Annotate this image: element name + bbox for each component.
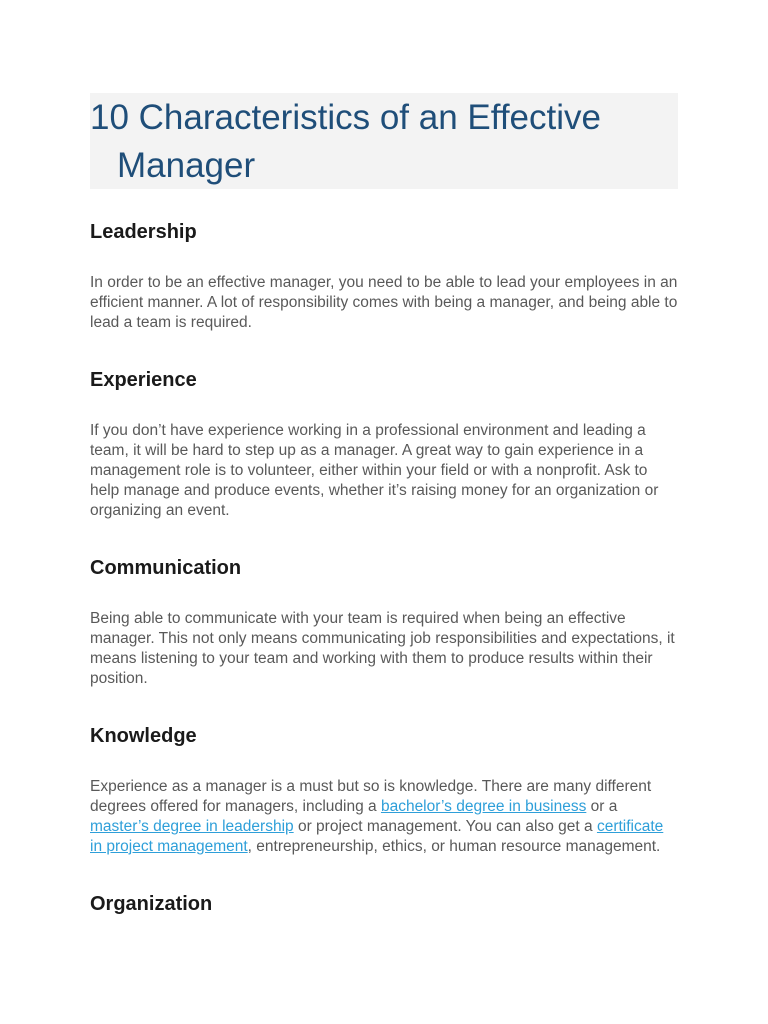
paragraph-text: , entrepreneurship, ethics, or human resource management.	[247, 838, 661, 855]
section-communication	[90, 555, 678, 689]
title-banner	[90, 93, 678, 189]
section-paragraph	[90, 777, 678, 857]
section-experience	[90, 367, 678, 521]
section-heading: Experience	[90, 369, 197, 391]
paragraph-text: or project management. You can also get a	[293, 818, 597, 835]
section-organization	[90, 891, 678, 917]
section-knowledge	[90, 723, 678, 857]
section-heading: Communication	[90, 557, 242, 579]
paragraph-text: Experience as a manager is a must but so is knowledge. There are many different degrees offered for managers, including a	[90, 778, 652, 815]
page-title-line-2: Manager	[117, 146, 256, 185]
bachelors-degree-link[interactable]: bachelor’s degree in business	[380, 798, 587, 815]
document-page	[90, 93, 678, 945]
section-paragraph: In order to be an effective manager, you need to be able to lead your employees in an efficient manner. A lot of responsibility comes with being a manager, and being able to lead a team is required.	[90, 274, 678, 331]
section-paragraph: Being able to communicate with your team is required when being an effective manager. This not only means communicating job responsibilities and expectations, it means listening to your team and working with them to produce results within their position.	[90, 610, 675, 687]
section-heading: Leadership	[90, 221, 197, 243]
section-paragraph: If you don’t have experience working in a professional environment and leading a team, it will be hard to step up as a manager. A great way to gain experience in a management role is to volunteer, either within your field or with a nonprofit. Ask to help manage and produce events, whether it’s raising money for an organization or organizing an event.	[90, 422, 659, 519]
certificate-link[interactable]: certificate in project management	[90, 818, 664, 855]
section-heading: Organization	[90, 893, 213, 915]
section-leadership	[90, 219, 678, 333]
masters-degree-link[interactable]: master’s degree in leadership	[90, 818, 294, 835]
section-heading: Knowledge	[90, 725, 197, 747]
paragraph-text: or a	[586, 798, 618, 815]
page-title-line-1: 10 Characteristics of an Effective	[90, 98, 601, 137]
